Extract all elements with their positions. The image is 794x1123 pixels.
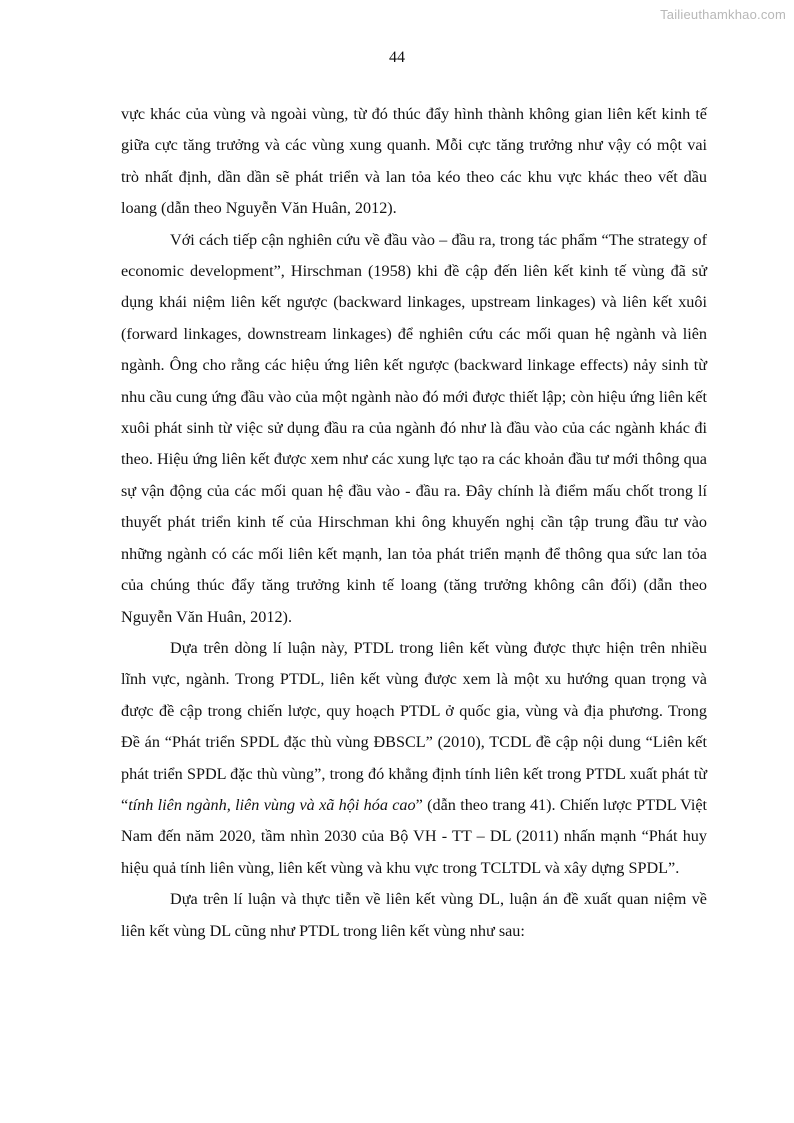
body-text: [121, 99, 707, 947]
paragraph-2: [121, 225, 707, 633]
paragraph-text: vực khác của vùng và ngoài vùng, từ đó thúc đẩy hình thành không gian liên kết kinh tế giữa cực tăng trưởng và các vùng xung quanh. Mỗi cực tăng trưởng như vậy có một vai trò nhất định, dần dần sẽ phát triển và lan tỏa kéo theo các khu vực khác theo vết dầu loang (dẫn theo Nguyễn Văn Huân, 2012).: [121, 105, 707, 218]
watermark: Tailieuthamkhao.com: [660, 7, 786, 22]
page-number: 44: [389, 49, 405, 66]
paragraph-text: ” (dẫn theo trang 41). Chiến lược PTDL Việt Nam đến năm 2020, tầm nhìn 2030 của Bộ VH - TT – DL (2011) nhấn mạnh “Phát huy hiệu quả tính liên vùng, liên kết vùng và khu vực trong TCLTDL và xây dựng SPDL”.: [121, 795, 707, 877]
paragraph-1: [121, 99, 707, 225]
paragraph-4: [121, 884, 707, 947]
paragraph-3: [121, 633, 707, 884]
paragraph-text: Với cách tiếp cận nghiên cứu về đầu vào – đầu ra, trong tác phẩm “The strategy of economic development”, Hirschman (1958) khi đề cập đến liên kết kinh tế vùng đã sử dụng khái niệm liên kết ngược (backward linkages, upstream linkages) và liên kết xuôi (forward linkages, downstream linkages) để nghiên cứu các mối quan hệ ngành và liên ngành. Ông cho rằng các hiệu ứng liên kết ngược (backward linkage effects) nảy sinh từ nhu cầu cung ứng đầu vào của một ngành nào đó mới được thiết lập; còn hiệu ứng liên kết xuôi phát sinh từ việc sử dụng đầu ra của ngành đó như là đầu vào của các ngành khác đi theo. Hiệu ứng liên kết được xem như các xung lực tạo ra các khoản đầu tư mới thông qua sự vận động của các mối quan hệ đầu vào - đầu ra. Đây chính là điểm mấu chốt trong lí thuyết phát triển kinh tế của Hirschman khi ông khuyến nghị cần tập trung đầu tư vào những ngành có các mối liên kết mạnh, lan tỏa phát triển mạnh để thông qua sức lan tỏa của chúng thúc đẩy tăng trưởng kinh tế loang (tăng trưởng không cân đối) (dẫn theo Nguyễn Văn Huân, 2012).: [121, 230, 707, 626]
paragraph-text: Dựa trên lí luận và thực tiễn về liên kết vùng DL, luận án đề xuất quan niệm về liên kết vùng DL cũng như PTDL trong liên kết vùng như sau:: [121, 890, 707, 940]
italic-quote: tính liên ngành, liên vùng và xã hội hóa cao: [128, 795, 416, 814]
paragraph-text: Dựa trên dòng lí luận này, PTDL trong liên kết vùng được thực hiện trên nhiều lĩnh vực, ngành. Trong PTDL, liên kết vùng được xem là một xu hướng quan trọng và được đề cập trong chiến lược, quy hoạch PTDL ở quốc gia, vùng và địa phương. Trong Đề án “Phát triển SPDL đặc thù vùng ĐBSCL” (2010), TCDL đề cập nội dung “Liên kết phát triển SPDL đặc thù vùng”, trong đó khẳng định tính liên kết trong PTDL xuất phát từ “: [121, 638, 707, 814]
